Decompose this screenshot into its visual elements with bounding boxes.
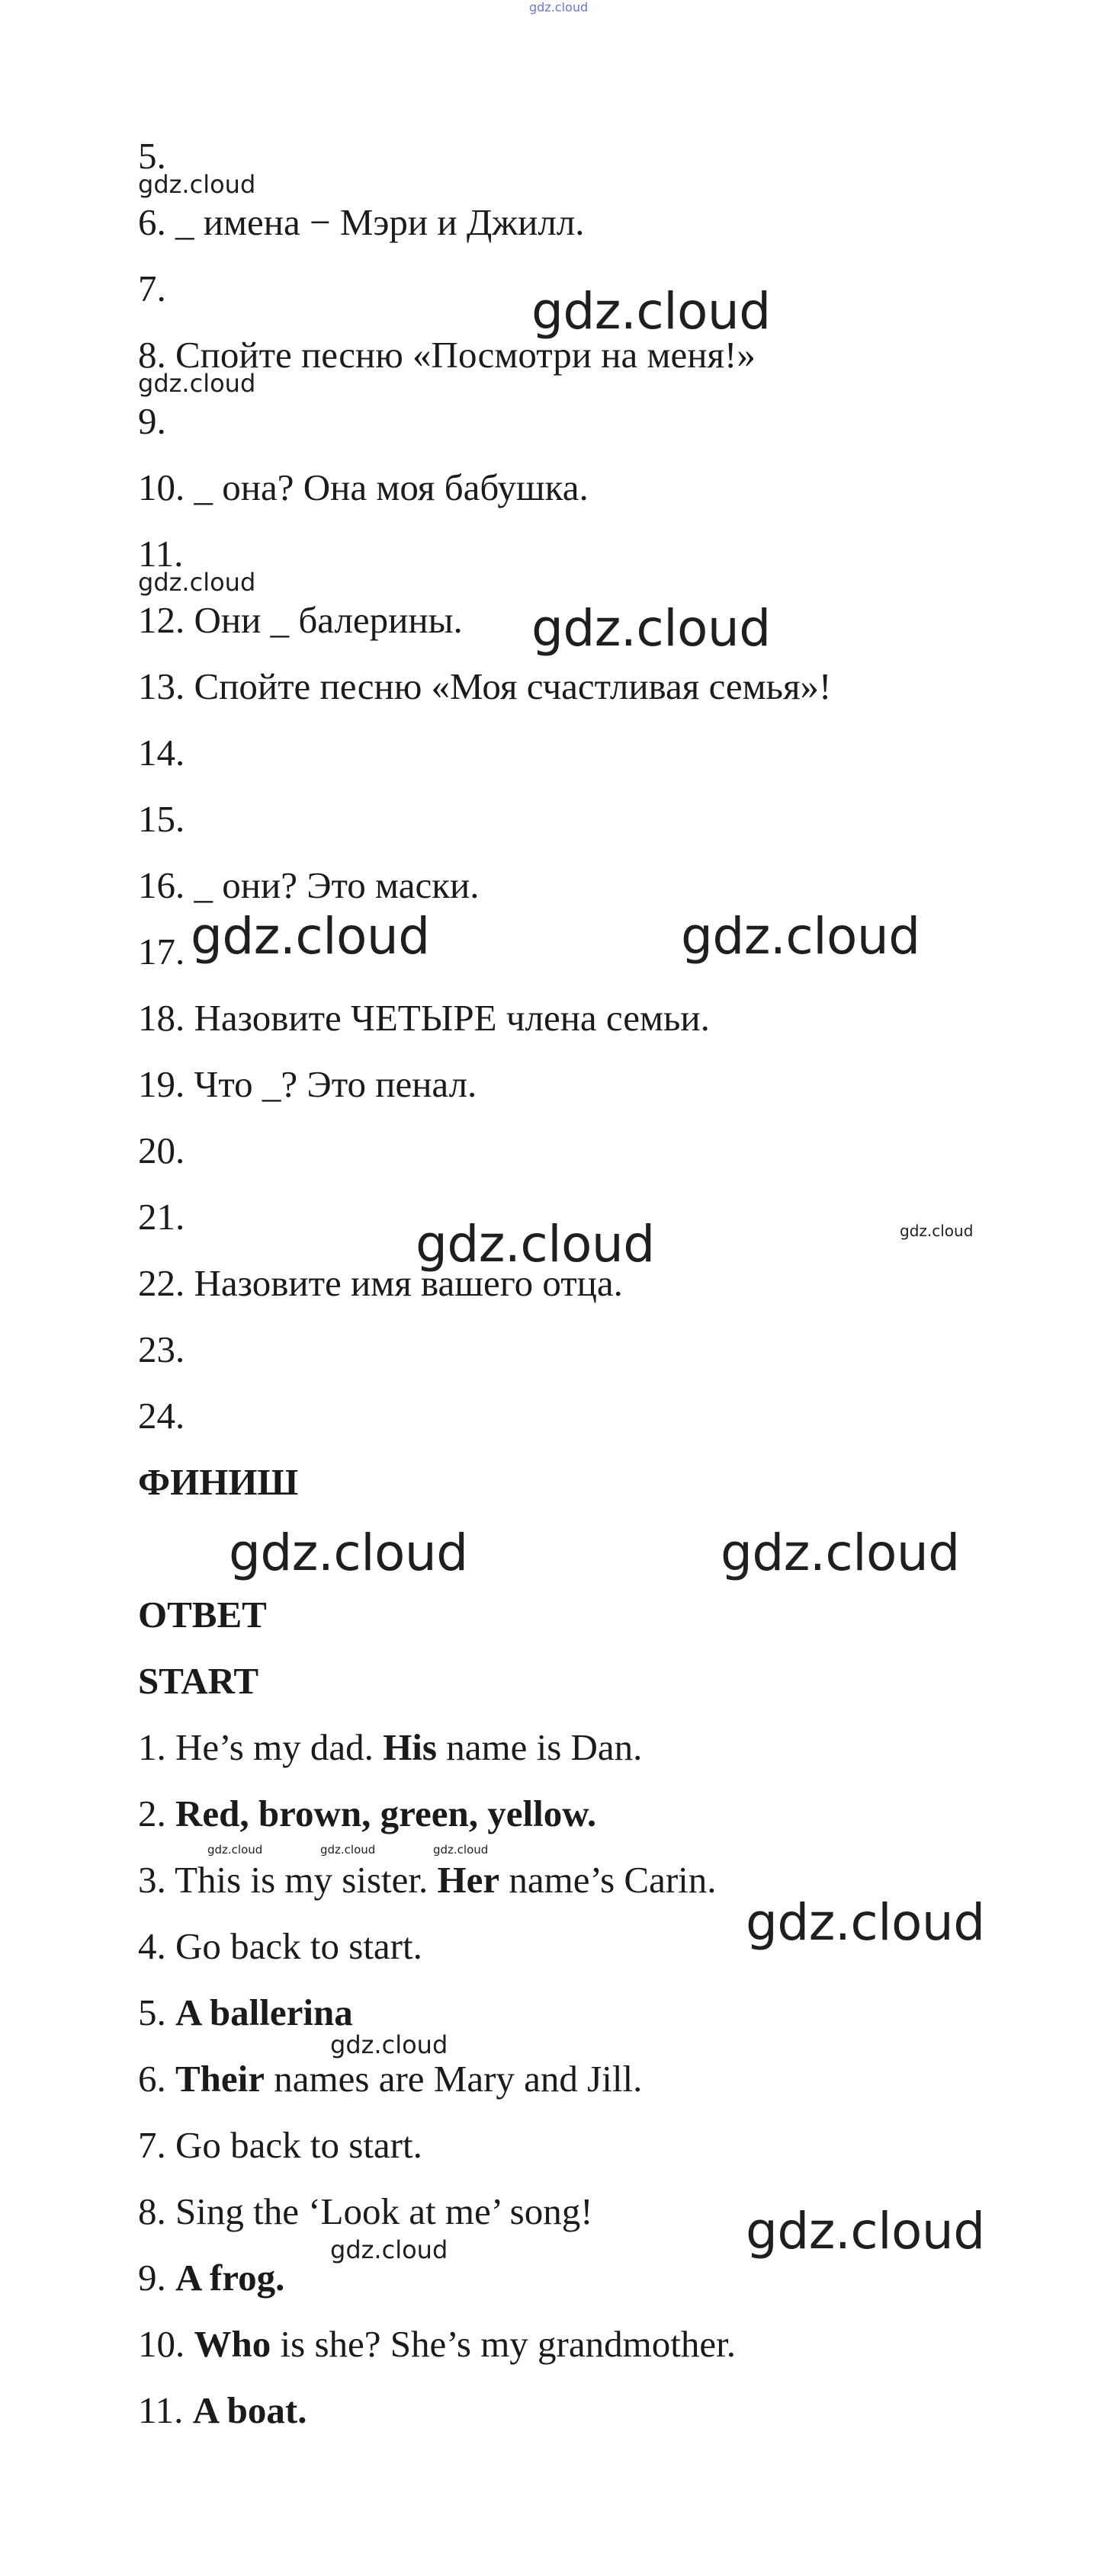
answer-text: is she? She’s my grandmother. bbox=[271, 2323, 736, 2365]
task-line-15: 15. bbox=[138, 798, 185, 840]
task-line-6: 6. _ имена − Мэри и Джилл. bbox=[138, 201, 585, 243]
watermark-logo: gdz.cloud bbox=[191, 907, 430, 966]
watermark-logo: gdz.cloud bbox=[531, 282, 771, 341]
watermark-logo: gdz.cloud bbox=[416, 1215, 655, 1274]
answer-bold: Her bbox=[437, 1859, 500, 1901]
task-line-9: 9. bbox=[138, 400, 166, 442]
task-line-17: 17. bbox=[138, 931, 185, 972]
watermark-logo: gdz.cloud bbox=[207, 1843, 263, 1857]
answer-line-11 bbox=[138, 2388, 307, 2433]
answer-bold: Red, brown, green, yellow. bbox=[175, 1793, 597, 1834]
answer-line-2 bbox=[138, 1791, 596, 1837]
answer-text: 10. bbox=[138, 2323, 194, 2365]
finish-heading: ФИНИШ bbox=[138, 1461, 299, 1503]
answer-line-3 bbox=[138, 1857, 717, 1903]
answer-text: 2. bbox=[138, 1793, 175, 1834]
task-line-7: 7. bbox=[138, 268, 166, 309]
answer-bold: A frog. bbox=[175, 2257, 285, 2299]
answer-text: 4. Go back to start. bbox=[138, 1925, 422, 1967]
watermark-logo: gdz.cloud bbox=[330, 2030, 448, 2059]
answer-line-7 bbox=[138, 2123, 422, 2168]
task-line-18: 18. Назовите ЧЕТЫРЕ члена семьи. bbox=[138, 997, 710, 1039]
task-line-13: 13. Спойте песню «Моя счастливая семья»! bbox=[138, 665, 832, 707]
watermark-logo: gdz.cloud bbox=[531, 599, 771, 658]
answer-line-6 bbox=[138, 2056, 642, 2102]
task-line-12: 12. Они _ балерины. bbox=[138, 599, 463, 641]
answer-bold: A boat. bbox=[192, 2389, 307, 2431]
answer-text: 1. He’s my dad. bbox=[138, 1726, 384, 1768]
task-line-22: 22. Назовите имя вашего отца. bbox=[138, 1262, 623, 1304]
answer-text: 8. Sing the ‘Look at me’ song! bbox=[138, 2190, 593, 2232]
watermark-logo: gdz.cloud bbox=[138, 170, 256, 199]
task-line-11: 11. bbox=[138, 533, 184, 575]
answer-line-10 bbox=[138, 2321, 736, 2367]
task-line-10: 10. _ она? Она моя бабушка. bbox=[138, 466, 589, 508]
watermark-logo: gdz.cloud bbox=[529, 0, 589, 14]
start-heading: START bbox=[138, 1660, 259, 1702]
answer-bold: Who bbox=[194, 2323, 271, 2365]
answer-text: names are Mary and Jill. bbox=[265, 2058, 643, 2100]
answer-line-1 bbox=[138, 1725, 642, 1770]
answer-text: name’s Carin. bbox=[499, 1859, 717, 1901]
task-line-16: 16. _ они? Это маски. bbox=[138, 864, 480, 906]
watermark-logo: gdz.cloud bbox=[721, 1523, 960, 1582]
answer-heading: ОТВЕТ bbox=[138, 1594, 267, 1636]
answer-text: 9. bbox=[138, 2257, 175, 2299]
watermark-logo: gdz.cloud bbox=[138, 369, 256, 398]
watermark-logo: gdz.cloud bbox=[900, 1222, 974, 1240]
answer-text: 11. bbox=[138, 2389, 193, 2431]
watermark-logo: gdz.cloud bbox=[746, 1893, 985, 1952]
answer-text: 6. bbox=[138, 2058, 175, 2100]
watermark-logo: gdz.cloud bbox=[681, 907, 920, 966]
answer-line-5 bbox=[138, 1990, 353, 2036]
task-line-24: 24. bbox=[138, 1395, 185, 1437]
task-line-23: 23. bbox=[138, 1328, 185, 1370]
answer-line-4 bbox=[138, 1924, 422, 1969]
answer-text: 5. bbox=[138, 1991, 175, 2033]
task-line-5: 5. bbox=[138, 135, 166, 177]
watermark-logo: gdz.cloud bbox=[330, 2235, 448, 2264]
task-line-8: 8. Спойте песню «Посмотри на меня!» bbox=[138, 334, 756, 376]
answer-line-9 bbox=[138, 2255, 284, 2301]
task-line-14: 14. bbox=[138, 732, 185, 774]
watermark-logo: gdz.cloud bbox=[433, 1843, 489, 1857]
watermark-logo: gdz.cloud bbox=[229, 1523, 468, 1582]
answer-text: 7. Go back to start. bbox=[138, 2124, 422, 2166]
answer-text: name is Dan. bbox=[436, 1726, 643, 1768]
task-line-19: 19. Что _? Это пенал. bbox=[138, 1063, 477, 1105]
answer-bold: His bbox=[383, 1726, 437, 1768]
watermark-logo: gdz.cloud bbox=[320, 1843, 376, 1857]
watermark-logo: gdz.cloud bbox=[138, 568, 256, 597]
answer-bold: A ballerina bbox=[175, 1991, 353, 2033]
answer-text: 3. This is my sister. bbox=[138, 1859, 438, 1901]
watermark-logo: gdz.cloud bbox=[746, 2202, 985, 2260]
answer-line-8 bbox=[138, 2189, 593, 2235]
task-line-20: 20. bbox=[138, 1129, 185, 1171]
task-line-21: 21. bbox=[138, 1196, 185, 1238]
answer-bold: Their bbox=[175, 2058, 265, 2100]
